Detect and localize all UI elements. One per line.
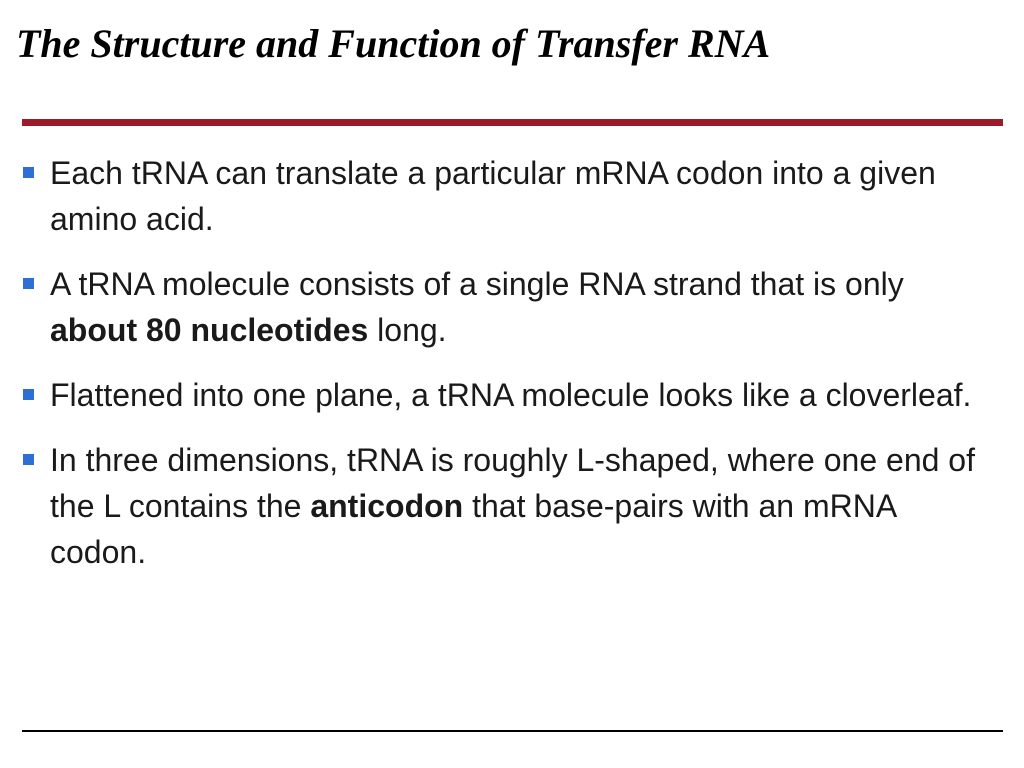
bottom-divider: [22, 730, 1003, 732]
bullet-list: [20, 150, 980, 594]
bullet-bold-text: anticodon: [310, 488, 464, 524]
title-divider: [22, 119, 1003, 126]
slide-title: The Structure and Function of Transfer RNA: [16, 21, 771, 66]
bullet-bold-text: about 80 nucleotides: [50, 312, 369, 348]
bullet-text: Each tRNA can translate a particular mRNA codon into a given amino acid.: [50, 155, 936, 237]
bullet-text: Flattened into one plane, a tRNA molecule looks like a cloverleaf.: [50, 377, 972, 413]
bullet-item: [20, 150, 980, 242]
square-bullet-icon: [23, 454, 34, 465]
bullet-text: A tRNA molecule consists of a single RNA strand that is only: [50, 266, 904, 302]
square-bullet-icon: [23, 389, 34, 400]
bullet-text: that base-pairs with an mRNA codon.: [50, 488, 896, 570]
bullet-text: long.: [368, 312, 447, 348]
bullet-text: In three dimensions, tRNA is roughly L-shaped, where one end of the L contains the: [50, 442, 975, 524]
bullet-item: [20, 372, 980, 418]
square-bullet-icon: [23, 278, 34, 289]
bullet-item: [20, 437, 980, 575]
bullet-item: [20, 261, 980, 353]
square-bullet-icon: [23, 167, 34, 178]
